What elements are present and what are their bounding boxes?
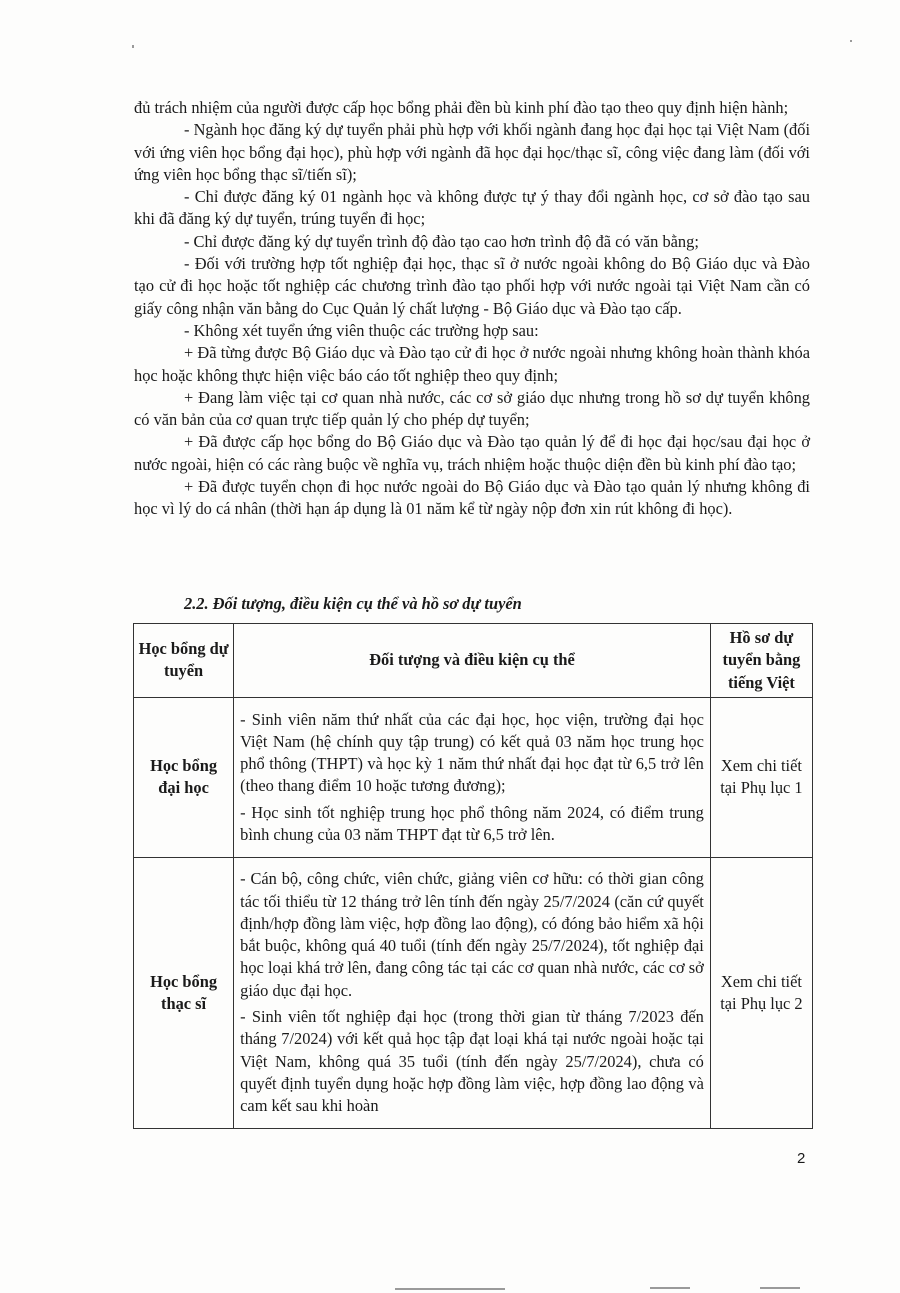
condition-item: - Học sinh tốt nghiệp trung học phổ thông năm 2024, có điểm trung bình chung của 03 năm THPT đạt từ 6,5 trở lên.: [240, 802, 704, 844]
table-header-row: [134, 624, 813, 698]
table-row: [134, 857, 813, 1128]
paragraph: - Đối với trường hợp tốt nghiệp đại học, thạc sĩ ở nước ngoài không do Bộ Giáo dục và Đào tạo cử đi học hoặc tốt nghiệp các chương trình đào tạo phối hợp với nước ngoài tại Việt Nam cần có giấy công nhận văn bằng do Cục Quản lý chất lượng - Bộ Giáo dục và Đào tạo cấp.: [134, 254, 810, 318]
paragraph: đủ trách nhiệm của người được cấp học bổng phải đền bù kinh phí đào tạo theo quy định hiện hành;: [134, 98, 789, 117]
paragraph: - Chỉ được đăng ký dự tuyển trình độ đào tạo cao hơn trình độ đã có văn bằng;: [184, 231, 699, 251]
conditions-cell: [234, 857, 711, 1128]
scan-mark: [132, 45, 134, 48]
scholarship-type-cell: Học bổng thạc sĩ: [134, 857, 234, 1128]
scholarship-criteria-table: [133, 623, 813, 1129]
page-number: 2: [797, 1150, 806, 1167]
conditions-cell: [234, 697, 711, 857]
paragraph: + Đã từng được Bộ Giáo dục và Đào tạo cử đi học ở nước ngoài nhưng không hoàn thành khóa học hoặc không thực hiện việc báo cáo tốt nghiệp theo quy định;: [134, 343, 810, 385]
scan-mark: [850, 40, 852, 42]
header-scholarship-type: Học bổng dự tuyển: [134, 624, 234, 698]
scholarship-type-cell: Học bổng đại học: [134, 697, 234, 857]
header-conditions: Đối tượng và điều kiện cụ thể: [234, 624, 711, 698]
paragraph: - Ngành học đăng ký dự tuyển phải phù hợp với khối ngành đang học đại học tại Việt Nam (đối với ứng viên học bổng đại học), phù hợp với ngành đã học đại học/thạc sĩ, công việc đang làm (đối với ứng viên học bổng thạc sĩ/tiến sĩ);: [134, 120, 810, 184]
header-documents: Hồ sơ dự tuyển bằng tiếng Việt: [710, 624, 812, 698]
paragraph: + Đã được cấp học bổng do Bộ Giáo dục và Đào tạo quản lý để đi học đại học/sau đại học ở nước ngoài, hiện có các ràng buộc về nghĩa vụ, trách nhiệm hoặc thuộc diện đền bù kinh phí đào tạo;: [134, 432, 810, 474]
documents-cell: Xem chi tiết tại Phụ lục 2: [710, 857, 812, 1128]
table-row: [134, 697, 813, 857]
scan-mark: [650, 1287, 690, 1289]
paragraph: + Đã được tuyển chọn đi học nước ngoài do Bộ Giáo dục và Đào tạo quản lý nhưng không đi học vì lý do cá nhân (thời hạn áp dụng là 01 năm kể từ ngày nộp đơn xin rút không đi học).: [134, 477, 810, 519]
scan-mark: [395, 1288, 505, 1290]
paragraph: - Chỉ được đăng ký 01 ngành học và không được tự ý thay đổi ngành học, cơ sở đào tạo sau khi đã đăng ký dự tuyển, trúng tuyển đi học;: [134, 187, 810, 229]
condition-item: - Cán bộ, công chức, viên chức, giảng viên cơ hữu: có thời gian công tác tối thiểu từ 12 tháng trở lên tính đến ngày 25/7/2024 (căn cứ quyết định/hợp đồng làm việc, hợp đồng lao động), có đóng bảo hiểm xã hội bắt buộc, không quá 40 tuổi (tính đến ngày 25/7/2024), tốt nghiệp đại học loại khá trở lên, đang công tác tại các cơ quan nhà nước, các cơ sở giáo dục đại học.: [240, 869, 704, 1000]
scan-mark: [760, 1287, 800, 1289]
condition-item: - Sinh viên năm thứ nhất của các đại học, học viện, trường đại học Việt Nam (hệ chính quy tập trung) có kết quả 03 năm học trung học phổ thông (THPT) và học kỳ 1 năm thứ nhất đại học đạt từ 6,5 trở lên (theo thang điểm 10 hoặc tương đương);: [240, 709, 704, 796]
section-heading: 2.2. Đối tượng, điều kiện cụ thể và hồ sơ dự tuyển: [184, 594, 522, 613]
paragraph: - Không xét tuyển ứng viên thuộc các trường hợp sau:: [184, 320, 539, 340]
documents-cell: Xem chi tiết tại Phụ lục 1: [710, 697, 812, 857]
condition-item: - Sinh viên tốt nghiệp đại học (trong thời gian từ tháng 7/2023 đến tháng 7/2024) với kết quả học tập đạt loại khá tại nước ngoài hoặc tại Việt Nam, không quá 35 tuổi (tính đến ngày 25/7/2024), chưa có quyết định tuyển dụng hoặc hợp đồng làm việc, hợp đồng lao động và cam kết sau khi hoàn: [240, 1007, 704, 1116]
paragraph: + Đang làm việc tại cơ quan nhà nước, các cơ sở giáo dục nhưng trong hồ sơ dự tuyển không có văn bản của cơ quan trực tiếp quản lý cho phép dự tuyển;: [134, 387, 810, 430]
body-text: [134, 97, 810, 521]
